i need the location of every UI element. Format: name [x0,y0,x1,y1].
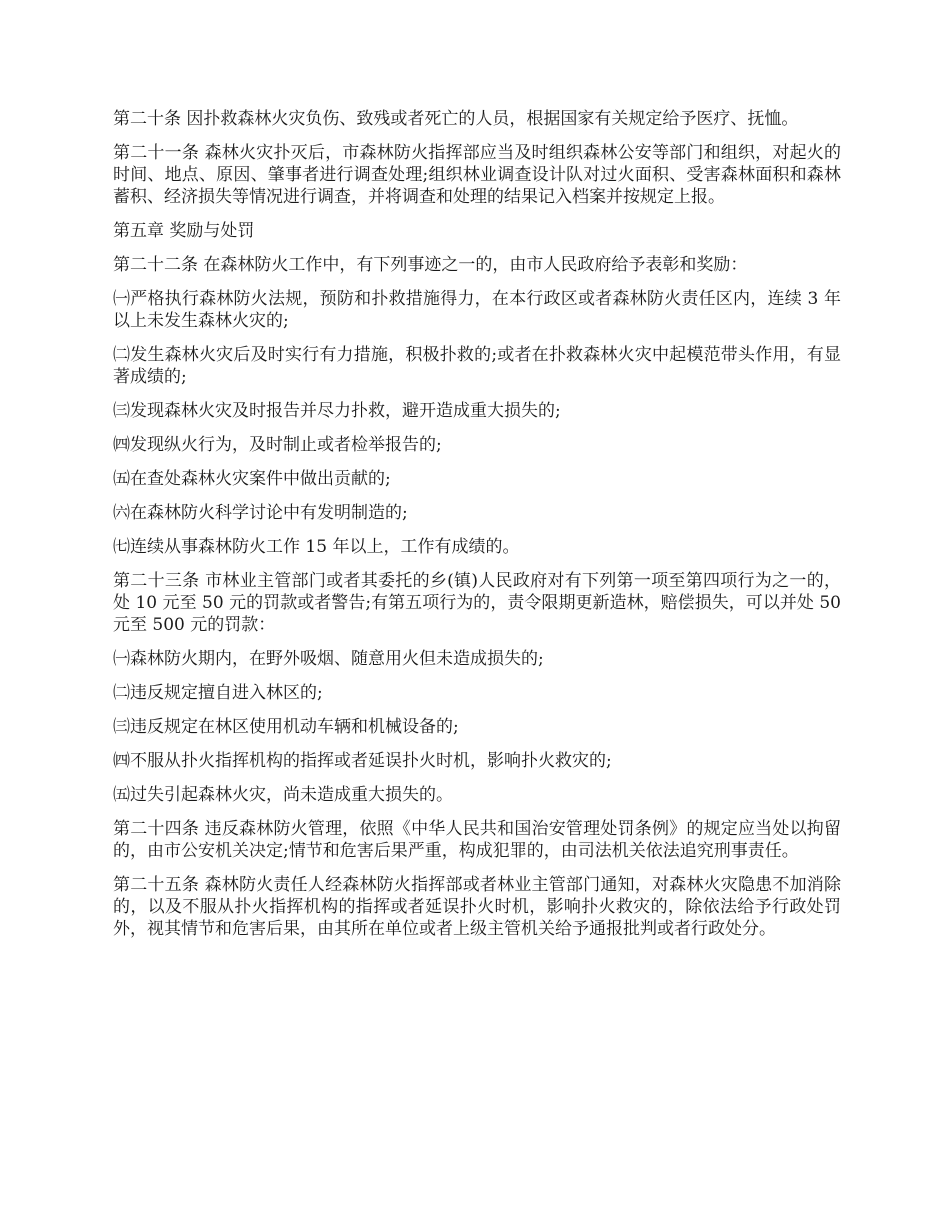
paragraph-article-21: 第二十一条 森林火灾扑灭后，市森林防火指挥部应当及时组织森林公安等部门和组织，对起火的时间、地点、原因、肇事者进行调查处理;组织林业调查设计队对过火面积、受害森林面积和森林蓄积、经济损失等情况进行调查，并将调查和处理的结果记入档案并按规定上报。 [113,143,841,207]
list-item: ㈡发生森林火灾后及时实行有力措施，积极扑救的;或者在扑救森林火灾中起模范带头作用，有显著成绩的; [113,345,841,387]
list-item: ㈠森林防火期内，在野外吸烟、随意用火但未造成损失的; [113,649,544,669]
list-item: ㈥在森林防火科学讨论中有发明制造的; [113,503,408,523]
list-item: ㈡违反规定擅自进入林区的; [113,683,323,703]
paragraph-article-24: 第二十四条 违反森林防火管理，依照《中华人民共和国治安管理处罚条例》的规定应当处以拘留的，由市公安机关决定;情节和危害后果严重，构成犯罪的，由司法机关依法追究刑事责任。 [113,819,841,861]
list-item: ㈢违反规定在林区使用机动车辆和机械设备的; [113,717,459,737]
list-item: ㈣不服从扑火指挥机构的指挥或者延误扑火时机，影响扑火救灾的; [113,751,612,771]
paragraph-article-25: 第二十五条 森林防火责任人经森林防火指挥部或者林业主管部门通知，对森林火灾隐患不加消除的，以及不服从扑火指挥机构的指挥或者延误扑火时机，影响扑火救灾的，除依法给予行政处罚外，视其情节和危害后果，由其所在单位或者上级主管机关给予通报批判或者行政处分。 [113,875,841,939]
list-item: ㈦连续从事森林防火工作 15 年以上，工作有成绩的。 [113,537,520,557]
paragraph-article-20: 第二十条 因扑救森林火灾负伤、致残或者死亡的人员，根据国家有关规定给予医疗、抚恤。 [113,109,799,129]
document-body [113,108,841,952]
list-item: ㈣发现纵火行为，及时制止或者检举报告的; [113,435,442,455]
list-item: ㈠严格执行森林防火法规，预防和扑救措施得力，在本行政区或者森林防火责任区内，连续 3 年以上未发生森林火灾的; [113,289,841,331]
paragraph-article-22: 第二十二条 在森林防火工作中，有下列事迹之一的，由市人民政府给予表彰和奖励： [113,255,748,275]
list-item: ㈢发现森林火灾及时报告并尽力扑救，避开造成重大损失的; [113,401,561,421]
list-item: ㈤过失引起森林火灾，尚未造成重大损失的。 [113,785,453,805]
chapter-heading: 第五章 奖励与处罚 [113,221,255,241]
paragraph-article-23: 第二十三条 市林业主管部门或者其委托的乡(镇)人民政府对有下列第一项至第四项行为之一的，处 10 元至 50 元的罚款或者警告;有第五项行为的，责令限期更新造林，赔偿损失，可以并处 50 元至 500 元的罚款： [113,571,841,635]
list-item: ㈤在查处森林火灾案件中做出贡献的; [113,469,391,489]
